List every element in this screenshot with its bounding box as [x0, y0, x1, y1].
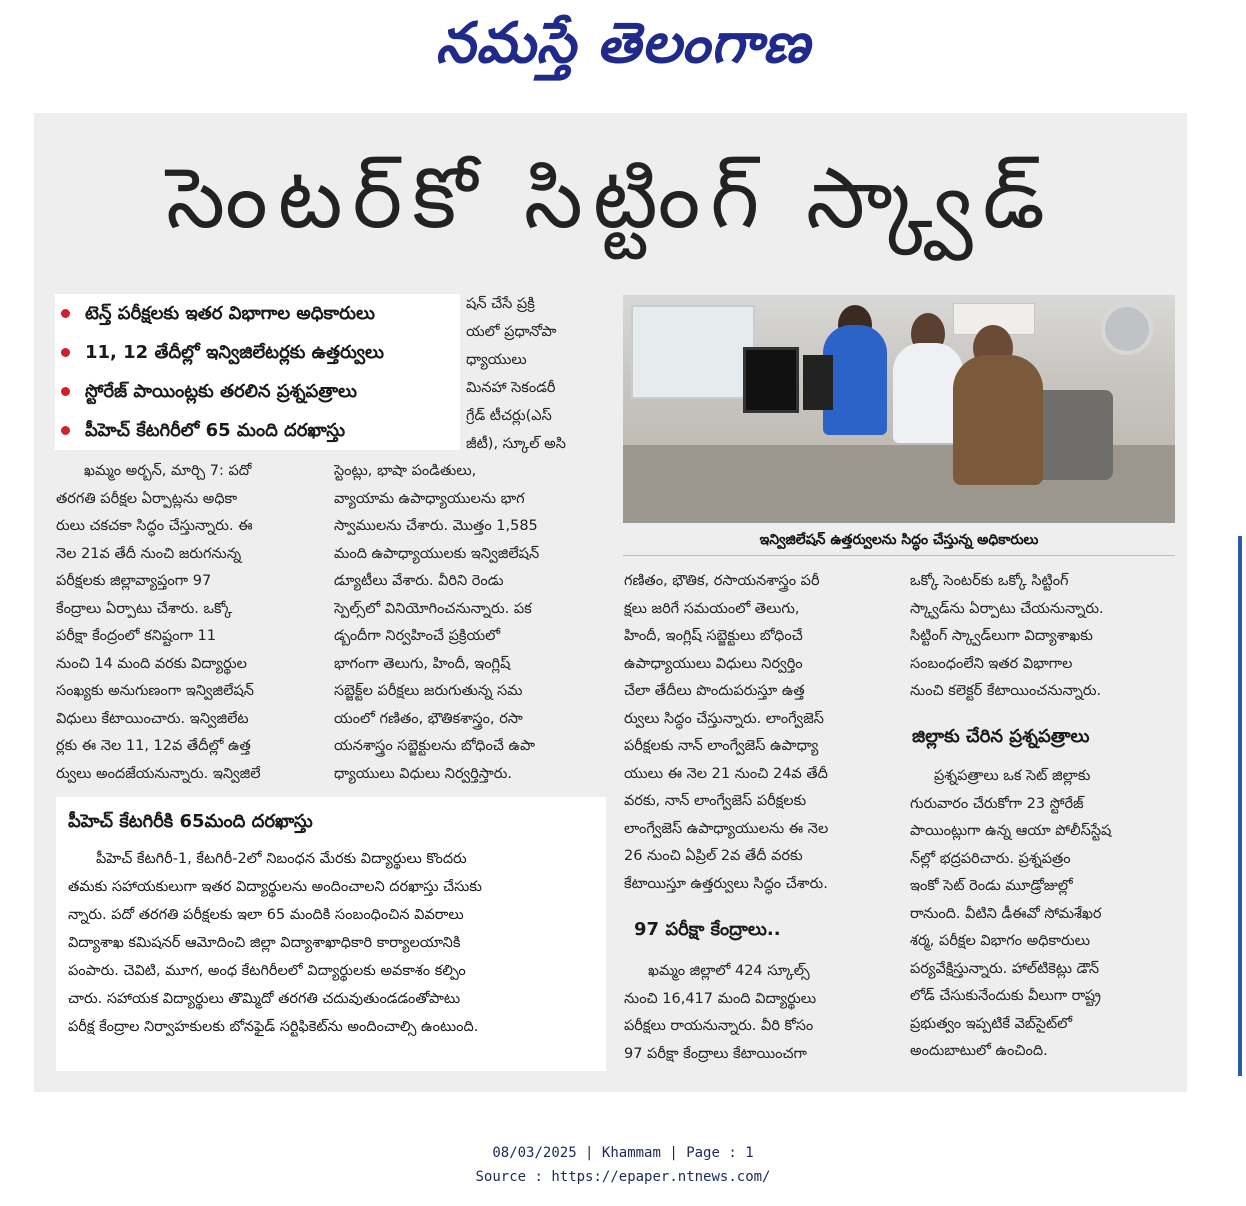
text-line: న్‌ల్లో భద్రపరిచారు. ప్రశ్నపత్రం — [910, 850, 1071, 867]
bullet-icon — [61, 387, 70, 396]
column-2 — [334, 458, 612, 788]
column-4-continued — [910, 763, 1178, 1066]
text-line: జీటీ), స్కూల్ అసి — [466, 436, 566, 452]
text-line: ర్లకు ఈ నెల 11, 12వ తేదీల్లో ఉత్త — [56, 738, 251, 754]
news-photo — [623, 295, 1175, 523]
text-line: పరీక్ష కేంద్రాల నిర్వాహకులకు బోనఫైడ్ సర్టిఫికెట్‌ను అందించాల్సి ఉంటుంది. — [68, 1019, 479, 1035]
highlight-item — [55, 411, 460, 450]
subhead-district-papers: జిల్లాకు చేరిన ప్రశ్నపత్రాలు — [912, 726, 1090, 747]
text-line: లాంగ్వేజెస్ ఉపాధ్యాయులను ఈ నెల — [624, 820, 829, 837]
text-line: చారు. సహాయక విద్యార్థులు తొమ్మిదో తరగతి చదువుతుండడంతోపాటు — [68, 991, 461, 1007]
footer-date-line: 08/03/2025 | Khammam | Page : 1 — [492, 1145, 754, 1161]
subhead-97-centers: 97 పరీక్షా కేంద్రాలు.. — [634, 919, 781, 940]
text-line: మంది ఉపాధ్యాయులకు ఇన్విజిలేషన్ — [334, 545, 540, 562]
box-title: పీహెచ్ కేటగిరీకి 65మంది దరఖాస్తు — [68, 811, 313, 832]
text-line: విద్యాశాఖ కమిషనర్ ఆమోదించి జిల్లా విద్యాశాఖాధికారి కార్యాలయానికి — [68, 935, 461, 951]
highlight-item — [55, 294, 460, 333]
text-line: రులు చకచకా సిద్ధం చేస్తున్నారు. ఈ — [56, 518, 253, 534]
text-line: పరీక్షా కేంద్రంలో కనిష్టంగా 11 — [56, 628, 216, 644]
text-line: విధులు కేటాయించారు. ఇన్విజిలేట — [56, 710, 249, 727]
text-line: పంపారు. చెవిటి, మూగ, అంధ కేటగిరీలలో విద్యార్థులకు అవకాశం కల్పిం — [68, 963, 466, 979]
text-line: పరీక్షలకు జిల్లావ్యాప్తంగా 97 — [56, 573, 212, 589]
text-line: ప్రశ్నపత్రాలు ఒక సెట్ జిల్లాకు — [934, 768, 1091, 784]
text-line: పర్యవేక్షిస్తున్నారు. హాల్‌టికెట్లు డౌన్ — [910, 960, 1100, 977]
text-line: రానుంది. వీటిని డీఈవో సోమశేఖర — [910, 905, 1102, 922]
text-line: ధ్యాయులు — [466, 352, 527, 368]
text-line: స్వాములను చేశారు. మొత్తం 1,585 — [334, 518, 538, 534]
text-line: ర్వులు అందజేయనున్నారు. ఇన్విజిలే — [56, 765, 261, 782]
text-line: ఉపాధ్యాయులు విధులు నిర్వర్తిం — [624, 655, 803, 672]
text-line: సంఖ్యకు అనుగుణంగా ఇన్విజిలేషన్ — [56, 683, 254, 699]
text-line: తమకు సహాయకులుగా ఇతర విద్యార్థులను అందించాలని దరఖాస్తు చేసుకు — [68, 879, 482, 895]
text-line: ఖమ్మం అర్బన్, మార్చి 7: పదో — [84, 463, 252, 479]
text-line: న్నారు. పదో తరగతి పరీక్షలకు ఇలా 65 మందికి సంబంధించిన వివరాలు — [68, 907, 464, 923]
bullet-icon — [61, 348, 70, 357]
text-line: ఖమ్మం జిల్లాలో 424 స్కూల్స్ — [648, 963, 810, 979]
masthead-logo: నమస్తే తెలంగాణ — [435, 10, 811, 76]
highlight-item — [55, 333, 460, 372]
text-line: పీహెచ్ కేటగిరీ-1, కేటగిరీ-2లో నిబంధన మేరకు విద్యార్థులు కొందరు — [96, 851, 467, 867]
text-line: ఒక్కో సెంటర్‌కు ఒక్కో సిట్టింగ్ — [910, 573, 1069, 589]
bullet-icon — [61, 426, 70, 435]
text-line: శర్మ, పరీక్షల విభాగం అధికారులు — [910, 933, 1090, 949]
text-line: గణితం, భౌతిక, రసాయనశాస్త్రం పరీ — [624, 573, 820, 589]
text-line: యులు ఈ నెల 21 నుంచి 24వ తేదీ — [624, 765, 828, 782]
text-line: పరీక్షలు రాయనున్నారు. వీరి కోసం — [624, 1018, 814, 1034]
text-line: నుంచి కలెక్టర్ కేటాయించనున్నారు. — [910, 683, 1102, 699]
text-line: యనశాస్త్రం సబ్జెక్టులను బోధించే ఉపా — [334, 738, 536, 754]
column-top-right — [466, 290, 616, 458]
text-line: ఇంకో సెట్ రెండు మూడ్రోజుల్లో — [910, 878, 1073, 894]
text-line: మినహా సెకండరీ — [466, 380, 556, 396]
text-line: వ్యాయామ ఉపాధ్యాయులను భాగ — [334, 490, 525, 507]
article — [34, 113, 1187, 1092]
text-line: సబ్జెక్ట్‌ల పరీక్షలు జరుగుతున్న సమ — [334, 683, 523, 699]
text-line: స్క్వాడ్‌ను ఏర్పాటు చేయనున్నారు. — [910, 600, 1104, 617]
text-line: గ్రేడ్ టీచర్లు(ఎస్ — [466, 408, 552, 424]
text-line: సంబంధంలేని ఇతర విభాగాల — [910, 655, 1073, 672]
text-line: సిట్టింగ్ స్క్వాడ్‌లుగా విద్యాశాఖకు — [910, 628, 1093, 644]
text-line: ప్రభుత్వం ఇప్పటికే వెబ్‌సైట్‌లో — [910, 1015, 1073, 1032]
bullet-icon — [61, 309, 70, 318]
text-line: యలో ప్రధానోపా — [466, 324, 557, 340]
text-line: తరగతి పరీక్షల ఏర్పాట్లను అధికా — [56, 490, 238, 507]
text-line: హిందీ, ఇంగ్లిష్ సబ్జెక్టులు బోధించే — [624, 628, 803, 644]
text-line: షన్ చేసే ప్రక్రి — [466, 296, 535, 312]
text-line: 97 పరీక్షా కేంద్రాలు కేటాయించగా — [624, 1045, 807, 1062]
text-line: 26 నుంచి ఏప్రిల్ 2వ తేదీ వరకు — [624, 848, 803, 864]
highlight-text: 11, 12 తేదీల్లో ఇన్విజిలేటర్లకు ఉత్తర్వులు — [85, 342, 384, 363]
column-3-continued — [624, 958, 892, 1068]
text-line: భాగంగా తెలుగు, హిందీ, ఇంగ్లిష్ — [334, 655, 511, 672]
text-line: లోడ్ చేసుకునేందుకు వీలుగా రాష్ట్ర — [910, 988, 1102, 1004]
text-line: స్టెంట్లు, భాషా పండితులు, — [334, 463, 477, 479]
highlight-item — [55, 372, 460, 411]
column-3 — [624, 568, 892, 898]
text-line: చేలా తేదీలు పొందుపరుస్తూ ఉత్త — [624, 683, 805, 699]
photo-caption: ఇన్విజిలేషన్ ఉత్తర్వులను సిద్ధం చేస్తున్న అధికారులు — [623, 525, 1175, 556]
text-line: అందుబాటులో ఉంచింది. — [910, 1043, 1048, 1059]
highlight-text: పీహెచ్ కేటగిరీలో 65 మంది దరఖాస్తు — [85, 420, 346, 441]
text-line: కేటాయిస్తూ ఉత్తర్వులు సిద్ధం చేశారు. — [624, 875, 828, 892]
headline: సెంటర్‌కో సిట్టింగ్ స్క్వాడ్ — [166, 149, 1055, 247]
text-line: ధ్యాయులు విధులు నిర్వర్తిస్తారు. — [334, 765, 512, 782]
highlight-text: టెన్త్ పరీక్షలకు ఇతర విభాగాల అధికారులు — [85, 303, 375, 324]
text-line: గురువారం చేరుకోగా 23 స్టోరేజ్ — [910, 795, 1084, 812]
text-line: డ్బందీగా నిర్వహించే ప్రక్రియలో — [334, 628, 501, 644]
highlight-text: స్టోరేజ్ పాయింట్లకు తరలిన ప్రశ్నపత్రాలు — [85, 381, 358, 402]
text-line: డ్యూటీలు వేశారు. వీరిని రెండు — [334, 573, 504, 589]
text-line: నెల 21వ తేదీ నుంచి జరుగనున్న — [56, 545, 242, 562]
text-line: కేంద్రాలు ఏర్పాటు చేశారు. ఒక్కో — [56, 600, 233, 617]
sidebar-box-ph-category — [56, 797, 606, 1071]
text-line: నుంచి 16,417 మంది విద్యార్థులు — [624, 990, 817, 1007]
text-line: యంలో గణితం, భౌతికశాస్త్రం, రసా — [334, 710, 523, 727]
box-body — [68, 845, 598, 1041]
text-line: నుంచి 14 మంది వరకు విద్యార్థుల — [56, 655, 247, 672]
column-1 — [56, 458, 326, 788]
highlights-box — [55, 294, 460, 450]
text-line: క్షలు జరిగే సమయంలో తెలుగు, — [624, 600, 800, 617]
footer-source-line: Source : https://epaper.ntnews.com/ — [475, 1169, 771, 1185]
text-line: పరీక్షలకు నాన్ లాంగ్వేజెస్ ఉపాధ్యా — [624, 738, 819, 754]
text-line: పాయింట్లుగా ఉన్న ఆయా పోలీస్‌స్టేష — [910, 823, 1112, 839]
text-line: వరకు, నాన్ లాంగ్వేజెస్ పరీక్షలకు — [624, 793, 807, 809]
edge-bar — [1238, 536, 1242, 1076]
column-4 — [910, 568, 1178, 706]
text-line: స్పెల్స్‌లో వినియోగించనున్నారు. పక — [334, 600, 532, 617]
text-line: ర్వులు సిద్ధం చేస్తున్నారు. లాంగ్వేజెస్ — [624, 710, 824, 727]
